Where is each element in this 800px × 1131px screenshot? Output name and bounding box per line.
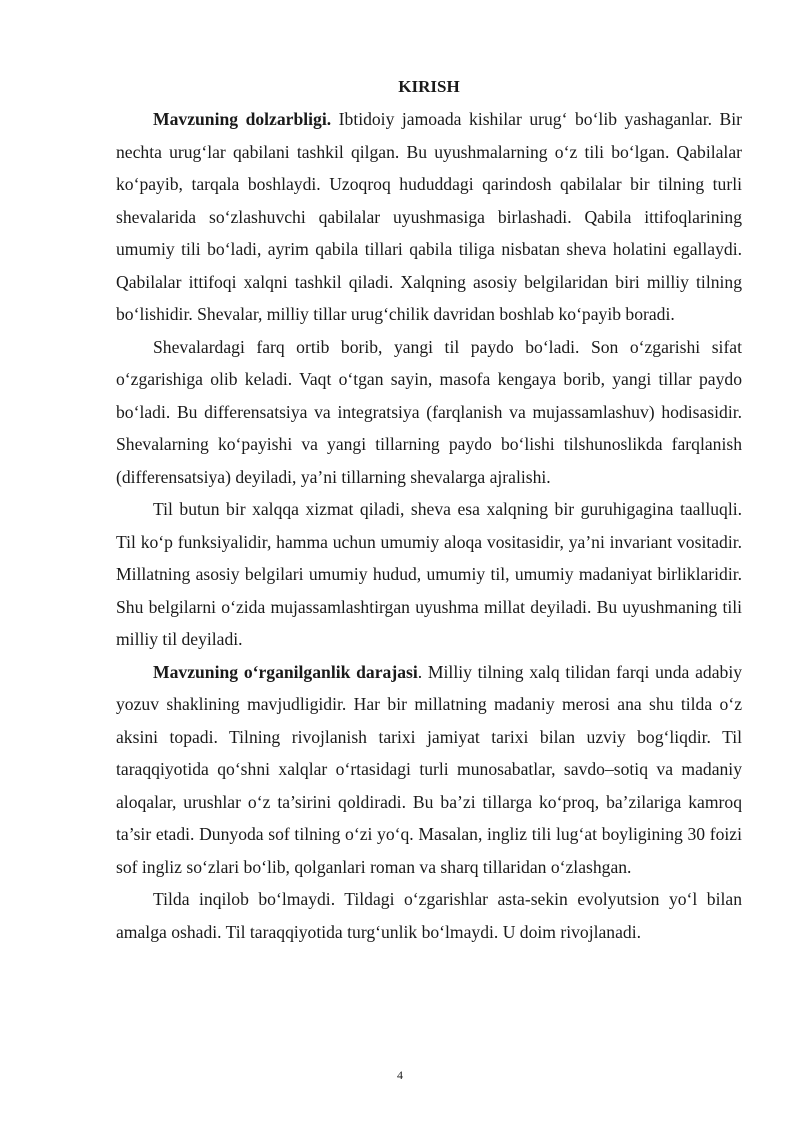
page-title: KIRISH — [398, 77, 460, 96]
paragraph-dialects — [116, 331, 742, 494]
paragraph-evolution — [116, 883, 742, 948]
page-content — [116, 72, 742, 948]
paragraph-text: Til butun bir xalqqa xizmat qiladi, sheva esa xalqning bir guruhigagina taalluqli. Til ko‘p funksiyalidir, hamma uchun umumiy aloqa vositasidir, ya’ni invariant vositadir. Millatning asosiy belgilari umumiy hudud, umumiy til, umumiy madaniyat birliklaridir. Shu belgilarni o‘zida mujassamlashtirgan uyushma millat deyiladi. Bu uyushmaning tili milliy til deyiladi. — [116, 499, 742, 649]
paragraph-relevance — [116, 103, 742, 331]
paragraph-language-nation — [116, 493, 742, 656]
paragraph-text: Shevalardagi farq ortib borib, yangi til paydo bo‘ladi. Son o‘zgarishi sifat o‘zgarishiga olib keladi. Vaqt o‘tgan sayin, masofa kengaya borib, yangi tillar paydo bo‘ladi. Bu differensatsiya va integratsiya (farqlanish va mujassamlashuv) hodisasidir. Shevalarning ko‘payishi va yangi tillarning paydo bo‘lishi tilshunoslikda farqlanish (differensatsiya) deyiladi, ya’ni tillarning shevalarga ajralishi. — [116, 336, 742, 487]
paragraph-lead: Mavzuning dolzarbligi. — [153, 109, 332, 129]
paragraph-text: . Milliy tilning xalq tilidan farqi unda adabiy yozuv shaklining mavjudligidir. Har bir millatning madaniy merosi ana shu tilda o‘z aksini topadi. Tilning rivojlanish tarixi jamiyat tarixi bilan uzviy bog‘liqdir. Til taraqqiyotida qo‘shni xalqlar o‘rtasidagi turli munosabatlar, savdo–sotiq va madaniy aloqalar, urushlar o‘z ta’sirini qoldiradi. Bu ba’zi tillarga ko‘proq, ba’zilariga kamroq ta’sir etadi. Dunyoda sof tilning o‘zi yo‘q. Masalan, ingliz tili lug‘at boyligining 30 foizi sof ingliz so‘zlari bo‘lib, qolganlari roman va sharq tillaridan o‘zlashgan. — [116, 661, 743, 877]
paragraph-lead: Mavzuning o‘rganilganlik darajasi — [153, 661, 418, 682]
paragraph-study-level — [116, 656, 742, 884]
page-number: 4 — [397, 1068, 403, 1082]
paragraph-text: Tilda inqilob bo‘lmaydi. Tildagi o‘zgarishlar asta-sekin evolyutsion yo‘l bilan amalga oshadi. Til taraqqiyotida turg‘unlik bo‘lmaydi. U doim rivojlanadi. — [116, 889, 742, 942]
paragraph-text: Ibtidoiy jamoada kishilar urug‘ bo‘lib yashaganlar. Bir nechta urug‘lar qabilani tashkil qilgan. Bu uyushmalarning o‘z tili bo‘lgan. Qabilalar ko‘payib, tarqala boshlaydi. Uzoqroq hududdagi qarindosh qabilalar bir tilning turli shevalarida so‘zlashuvchi qabilalar uyushmasiga birlashadi. Qabila ittifoqlarining umumiy tili bo‘ladi, ayrim qabila tillari qabila tiliga nisbatan sheva holatini egallaydi. Qabilalar ittifoqi xalqni tashkil qiladi. Xalqning asosiy belgilaridan biri milliy tilning bo‘lishidir. Shevalar, milliy tillar urug‘chilik davridan boshlab ko‘payib boradi. — [116, 109, 742, 324]
